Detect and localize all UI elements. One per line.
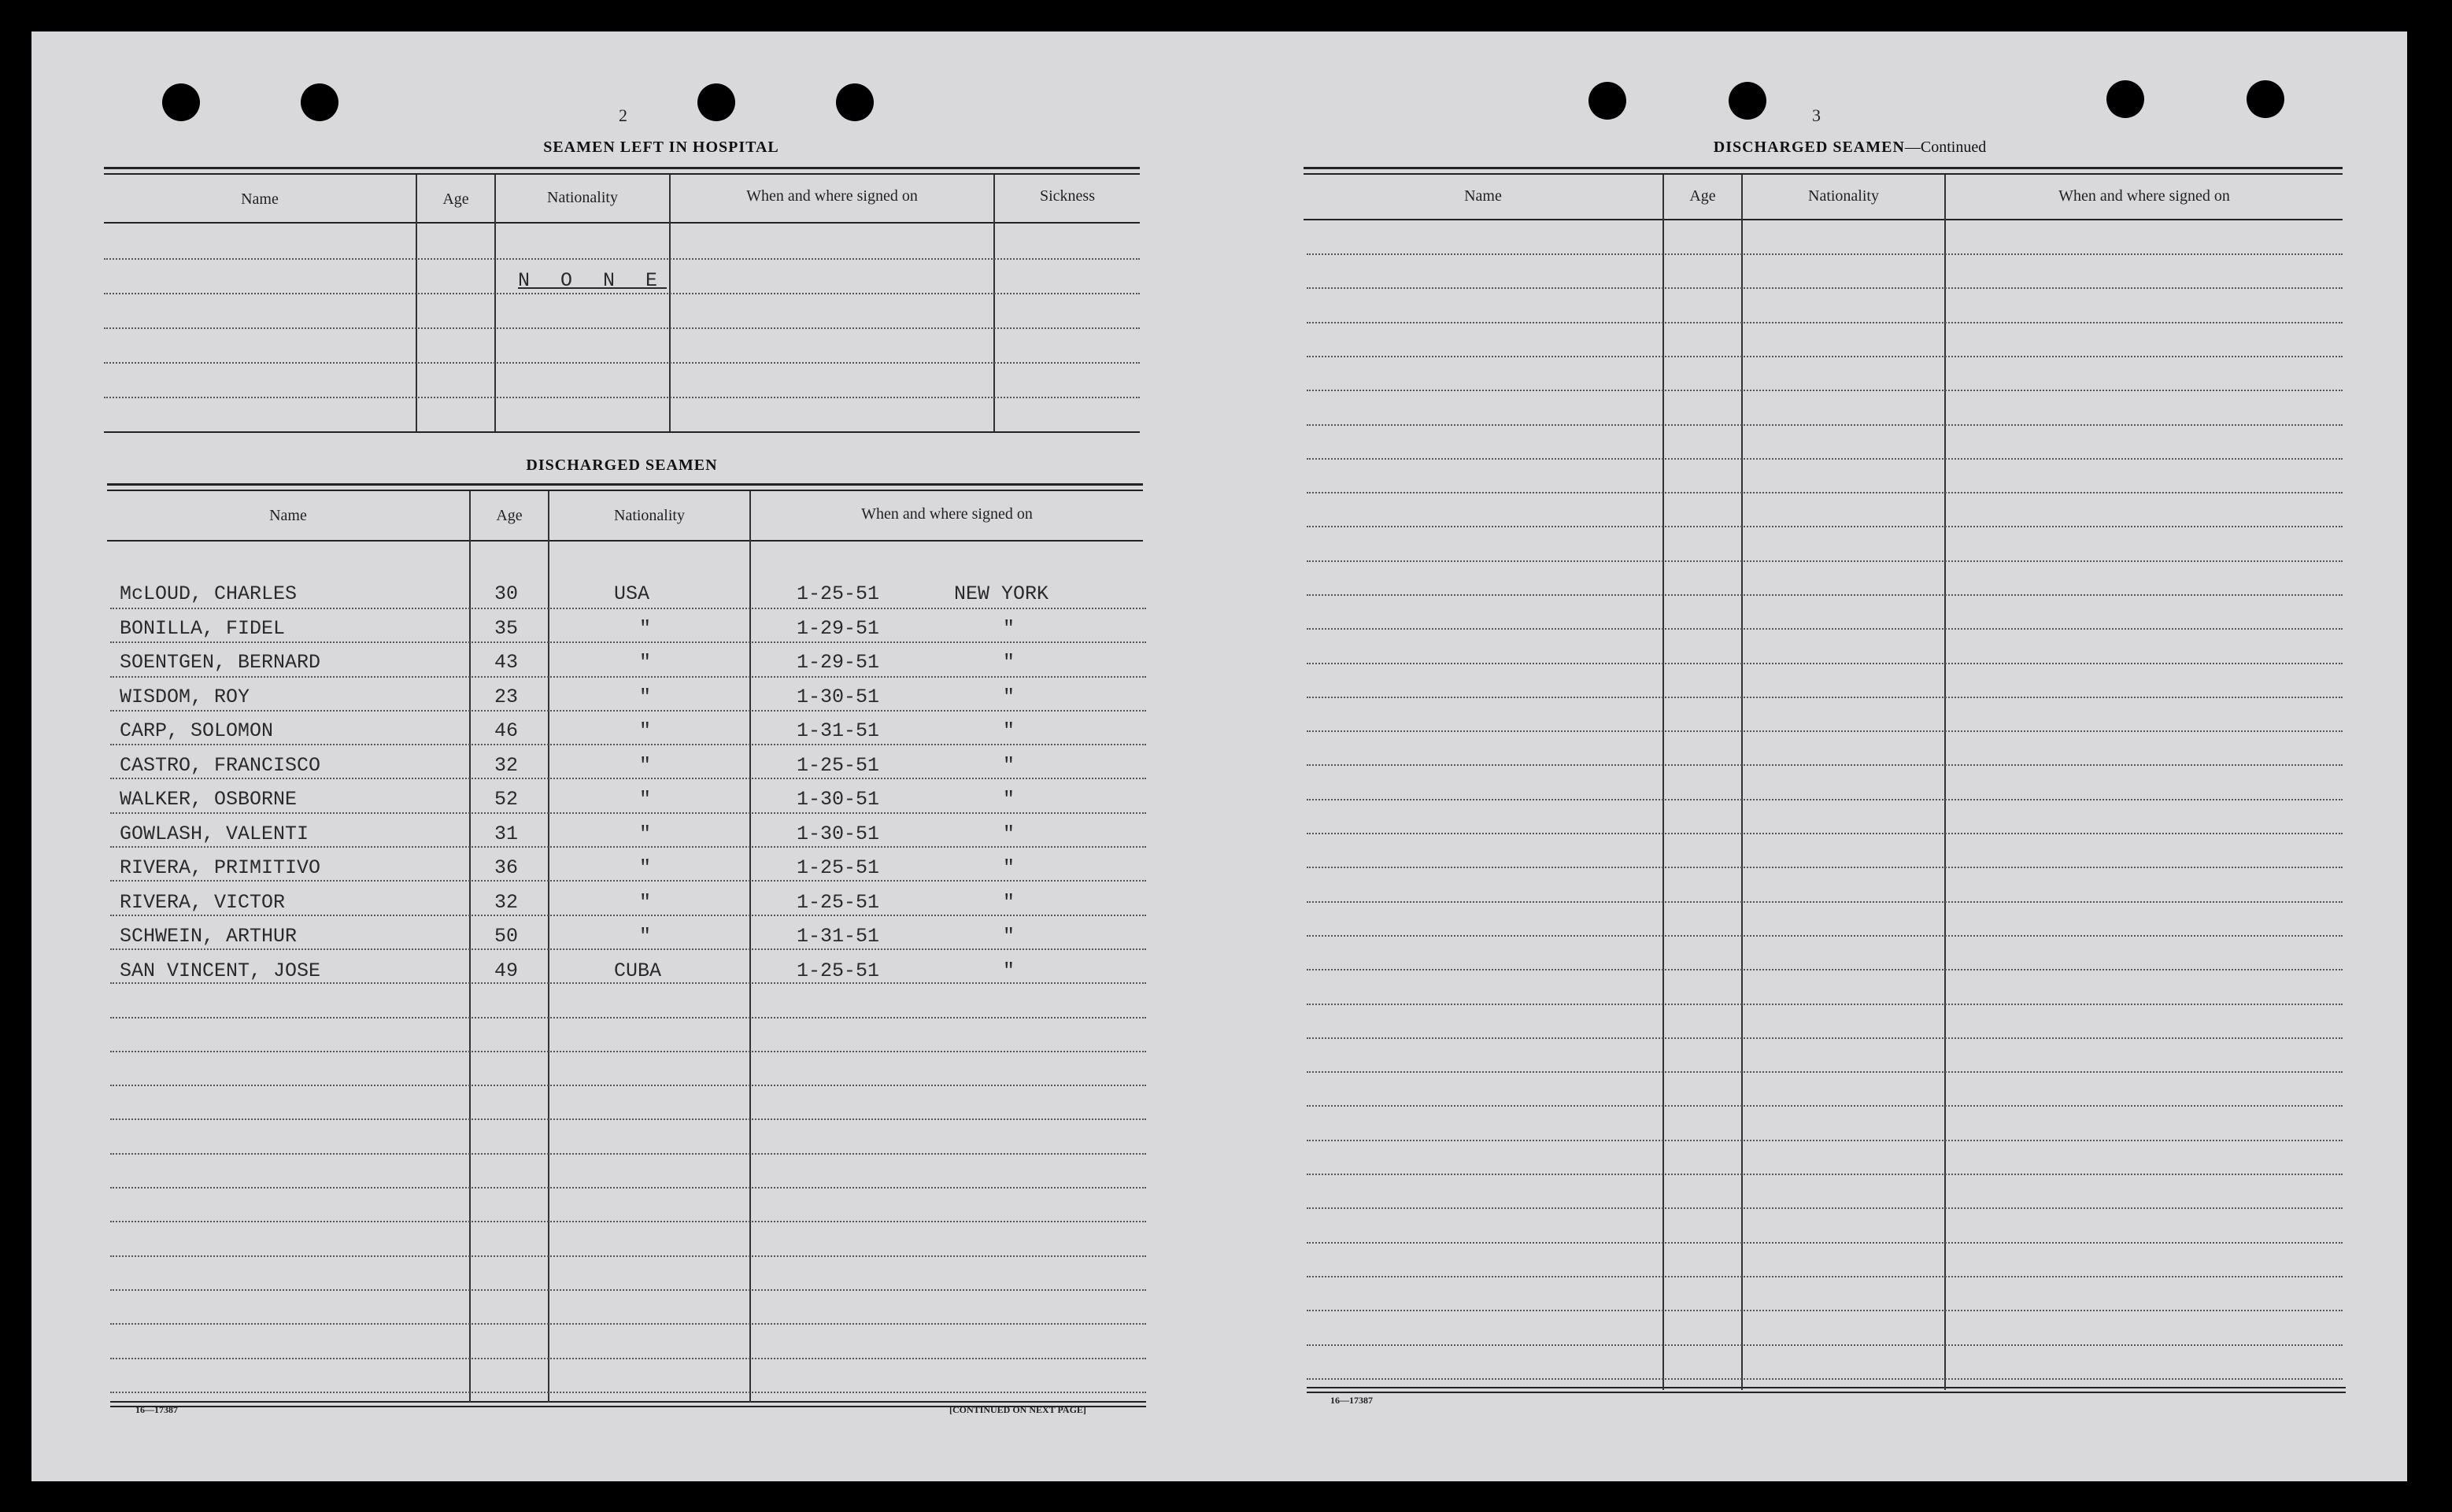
column-header-nationality: Nationality (547, 189, 618, 206)
seaman-nationality: USA (614, 582, 650, 605)
entry-line (1307, 1276, 2343, 1277)
entry-line (1307, 1071, 2343, 1073)
entry-line (1307, 287, 2343, 289)
punch-hole (1729, 82, 1766, 120)
entry-line (110, 1051, 1146, 1052)
entry-line (110, 812, 1146, 814)
seaman-nationality: " (639, 617, 652, 640)
table-top-rule (1304, 167, 2343, 169)
entry-line (1307, 1344, 2343, 1346)
seaman-nationality: " (639, 754, 652, 777)
seaman-age: 32 (494, 891, 519, 914)
entry-line (110, 608, 1146, 609)
document-sheet (31, 31, 2407, 1481)
entry-line (104, 293, 1140, 294)
column-header-nationality: Nationality (1808, 187, 1879, 205)
entry-line (1307, 526, 2343, 527)
discharged-section-title: DISCHARGED SEAMEN (526, 457, 718, 474)
seaman-nationality: " (639, 651, 652, 674)
seaman-age: 43 (494, 651, 519, 674)
column-header-age: Age (496, 507, 523, 524)
seaman-nationality: " (639, 856, 652, 879)
seaman-name: GOWLASH, VALENTI (120, 823, 309, 845)
entry-line (110, 744, 1146, 745)
signed-on-date: 1-30-51 (797, 823, 880, 845)
entry-line (1307, 1310, 2343, 1311)
entry-line (110, 710, 1146, 712)
signed-on-date: 1-25-51 (797, 754, 880, 777)
table-top-rule (1304, 173, 2343, 175)
entry-line (110, 1358, 1146, 1359)
entry-line (104, 327, 1140, 329)
seaman-name: CARP, SOLOMON (120, 719, 274, 742)
signed-on-place: NEW YORK (954, 582, 1049, 605)
table-bottom-rule (110, 1401, 1146, 1403)
signed-on-place: " (1003, 925, 1015, 948)
entry-line (110, 1392, 1146, 1393)
column-header-age: Age (442, 190, 469, 208)
table-top-rule (104, 173, 1140, 175)
seaman-age: 52 (494, 788, 519, 811)
entry-line (110, 1221, 1146, 1222)
punch-hole (697, 83, 735, 121)
table-top-rule (107, 490, 1143, 491)
form-number: 16—17387 (135, 1404, 178, 1415)
entry-line (1307, 1378, 2343, 1380)
column-header-age: Age (1689, 187, 1716, 205)
seaman-age: 46 (494, 719, 519, 742)
column-divider (548, 491, 549, 1403)
entry-line (110, 880, 1146, 882)
signed-on-place: " (1003, 788, 1015, 811)
table-bottom-rule (104, 431, 1140, 433)
seaman-age: 35 (494, 617, 519, 640)
seaman-nationality: " (639, 719, 652, 742)
signed-on-place: " (1003, 719, 1015, 742)
signed-on-date: 1-25-51 (797, 856, 880, 879)
entry-line (110, 1085, 1146, 1086)
seaman-age: 50 (494, 925, 519, 948)
entry-line (1307, 424, 2343, 426)
entry-line (1307, 969, 2343, 970)
entry-line (1307, 492, 2343, 494)
signed-on-date: 1-25-51 (797, 959, 880, 982)
entry-line (1307, 663, 2343, 664)
signed-on-place: " (1003, 891, 1015, 914)
entry-line (110, 641, 1146, 643)
entry-line (1307, 1037, 2343, 1039)
signed-on-date: 1-31-51 (797, 719, 880, 742)
seaman-name: SOENTGEN, BERNARD (120, 651, 321, 674)
seaman-name: SAN VINCENT, JOSE (120, 959, 321, 982)
seaman-age: 32 (494, 754, 519, 777)
signed-on-date: 1-25-51 (797, 891, 880, 914)
entry-line (1307, 867, 2343, 868)
seaman-name: WISDOM, ROY (120, 686, 250, 708)
signed-on-place: " (1003, 823, 1015, 845)
seaman-name: WALKER, OSBORNE (120, 788, 298, 811)
entry-line (110, 1017, 1146, 1018)
signed-on-date: 1-29-51 (797, 651, 880, 674)
entry-line (1307, 390, 2343, 391)
signed-on-place: " (1003, 856, 1015, 879)
seaman-name: McLOUD, CHARLES (120, 582, 298, 605)
header-bottom-rule (104, 222, 1140, 224)
seaman-age: 23 (494, 686, 519, 708)
entry-line (1307, 253, 2343, 255)
header-bottom-rule (107, 540, 1143, 542)
entry-line (110, 1153, 1146, 1155)
entry-line (104, 362, 1140, 364)
punch-hole (301, 83, 338, 121)
entry-line (110, 1118, 1146, 1120)
signed-on-place: " (1003, 959, 1015, 982)
punch-hole (1588, 82, 1626, 120)
seaman-age: 49 (494, 959, 519, 982)
seaman-age: 30 (494, 582, 519, 605)
signed-on-date: 1-30-51 (797, 686, 880, 708)
entry-line (1307, 901, 2343, 903)
column-divider (993, 175, 995, 431)
signed-on-date: 1-25-51 (797, 582, 880, 605)
signed-on-date: 1-30-51 (797, 788, 880, 811)
discharged-continued-title-main: DISCHARGED SEAMEN (1713, 139, 1905, 156)
entry-line (110, 915, 1146, 916)
column-header-nationality: Nationality (614, 507, 685, 524)
page-number: 2 (619, 105, 627, 125)
entry-line (1307, 356, 2343, 357)
punch-hole (162, 83, 200, 121)
seaman-nationality: " (639, 823, 652, 845)
punch-hole (2247, 80, 2284, 118)
entry-line (104, 258, 1140, 260)
entry-line (110, 676, 1146, 678)
entry-line (1307, 764, 2343, 766)
entry-line (110, 1255, 1146, 1257)
entry-line (110, 948, 1146, 950)
seaman-nationality: " (639, 686, 652, 708)
seaman-name: CASTRO, FRANCISCO (120, 754, 321, 777)
signed-on-place: " (1003, 617, 1015, 640)
entry-line (110, 778, 1146, 779)
entry-line (110, 982, 1146, 984)
entry-line (1307, 1105, 2343, 1107)
entry-line (1307, 458, 2343, 460)
seaman-nationality: " (639, 925, 652, 948)
discharged-continued-title (1574, 139, 2125, 157)
column-header-name: Name (269, 507, 307, 524)
entry-line (110, 1289, 1146, 1291)
entry-line (1307, 1004, 2343, 1005)
punch-hole (836, 83, 874, 121)
entry-line (1307, 1207, 2343, 1209)
header-bottom-rule (1304, 219, 2343, 220)
signed-on-place: " (1003, 686, 1015, 708)
seaman-name: RIVERA, PRIMITIVO (120, 856, 321, 879)
column-header-name: Name (241, 190, 279, 208)
hospital-section-title: SEAMEN LEFT IN HOSPITAL (543, 139, 779, 156)
entry-line (110, 846, 1146, 848)
entry-line (1307, 628, 2343, 630)
signed-on-date: 1-31-51 (797, 925, 880, 948)
seaman-name: BONILLA, FIDEL (120, 617, 286, 640)
signed-on-date: 1-29-51 (797, 617, 880, 640)
entry-line (1307, 560, 2343, 562)
entry-line (1307, 935, 2343, 937)
column-header-name: Name (1464, 187, 1502, 205)
entry-line (1307, 697, 2343, 698)
seaman-name: SCHWEIN, ARTHUR (120, 925, 298, 948)
entry-line (1307, 594, 2343, 596)
entry-line (110, 1323, 1146, 1325)
entry-line (1307, 322, 2343, 323)
column-divider (416, 175, 417, 431)
entry-line (1307, 833, 2343, 834)
signed-on-place: " (1003, 651, 1015, 674)
seaman-age: 36 (494, 856, 519, 879)
entry-line (1307, 730, 2343, 732)
column-header-when-where: When and where signed on (2058, 187, 2230, 205)
entry-line (1307, 1174, 2343, 1175)
table-bottom-rule (1307, 1392, 2346, 1393)
table-bottom-rule (1307, 1387, 2346, 1388)
discharged-continued-title-suffix: —Continued (1904, 139, 1987, 156)
column-divider (669, 175, 671, 431)
punch-hole (2106, 80, 2144, 118)
seaman-nationality: CUBA (614, 959, 662, 982)
column-header-when-where: When and where signed on (861, 505, 1033, 523)
entry-line (104, 397, 1140, 398)
hospital-none-entry: N O N E (518, 269, 668, 292)
entry-line (110, 1187, 1146, 1189)
entry-line (1307, 1242, 2343, 1244)
column-divider (469, 491, 471, 1403)
column-header-when-where: When and where signed on (746, 187, 918, 205)
column-divider (749, 491, 751, 1403)
column-header-sickness: Sickness (1040, 187, 1095, 205)
entry-line (1307, 799, 2343, 800)
seaman-age: 31 (494, 823, 519, 845)
page-number: 3 (1812, 105, 1821, 125)
form-number: 16—17387 (1330, 1395, 1373, 1406)
entry-line (1307, 1140, 2343, 1141)
signed-on-place: " (1003, 754, 1015, 777)
table-top-rule (107, 483, 1143, 486)
table-top-rule (104, 167, 1140, 169)
continued-note: [CONTINUED ON NEXT PAGE] (949, 1404, 1086, 1415)
seaman-name: RIVERA, VICTOR (120, 891, 286, 914)
seaman-nationality: " (639, 788, 652, 811)
column-divider (494, 175, 496, 431)
seaman-nationality: " (639, 891, 652, 914)
